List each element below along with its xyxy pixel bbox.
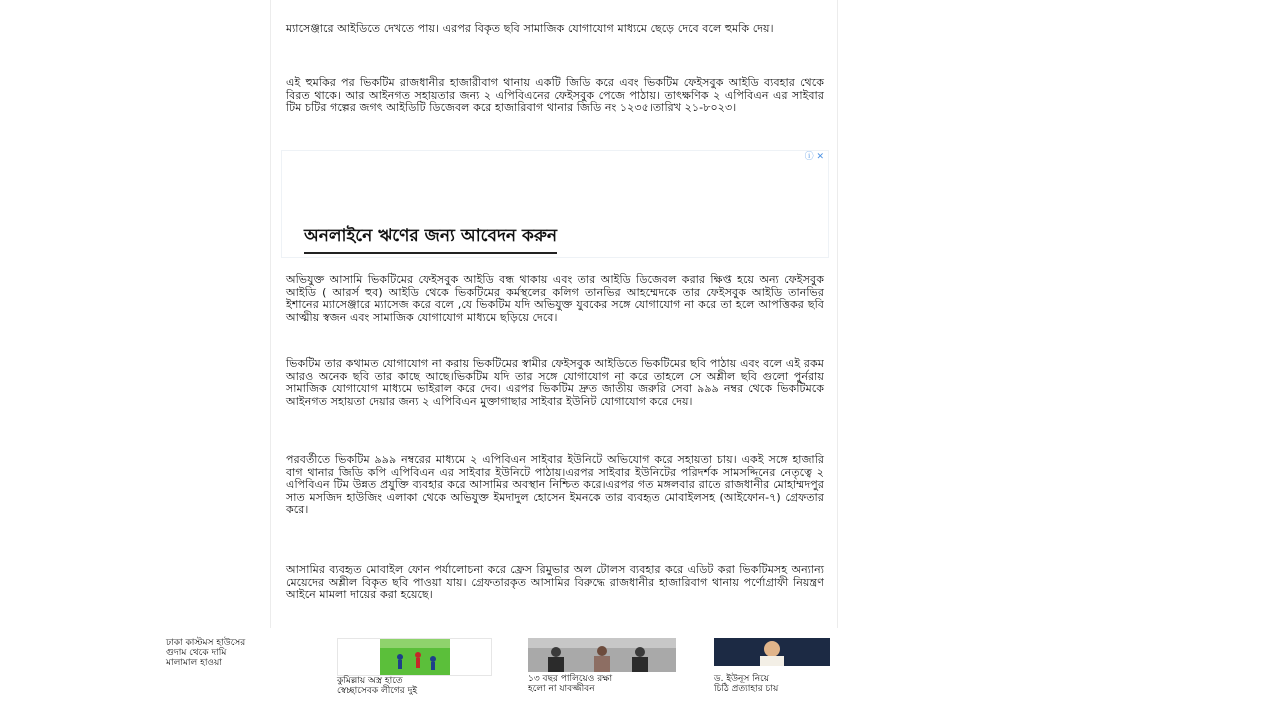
adchoices-icon[interactable]: ⓘ xyxy=(804,152,814,162)
related-news-thumbnail[interactable] xyxy=(714,638,830,666)
football-photo xyxy=(338,639,491,675)
related-news-title[interactable]: ড. ইউনূস নিয়ে চিঠি প্রত্যাহার চায় xyxy=(714,674,779,694)
close-icon[interactable]: ✕ xyxy=(816,152,824,162)
ad-controls[interactable] xyxy=(805,149,824,162)
related-news-thumbnail[interactable] xyxy=(337,638,492,676)
related-news-title[interactable]: ১৩ বছর পালিয়েও রক্ষা হলো না যাবজ্জীবন xyxy=(528,674,613,694)
related-news-title[interactable]: ঢাকা কাস্টমস হাউসের গুদাম থেকে দামি মালামাল হাওয়া xyxy=(166,638,246,668)
police-photo xyxy=(528,638,676,672)
article-paragraph: ভিকটিম তার কথামত যোগাযোগ না করায় ভিকটিমের স্বামীর ফেইসবুক আইডিতে ভিকটিমের ছবি পাঠায় এবং বলে এই রকম আরও অনেক ছবি তার কাছে আছে।ভিকটিম যদি তার সঙ্গে যোগাযোগ না করে তাহলে সে অশ্লীল ছবি গুলো পুর্নরায় সামাজিক যোগাযোগ মাধ্যমে ভাইরাল করে দেব। এরপর ভিকটিম দ্রুত জাতীয় জরুরি সেবা ৯৯৯ নম্বর থেকে ভিকটিমকে আইনগত সহায়তা দেয়ার জন্য ২ এপিবিএন মুক্তাগাছার সাইবার ইউনিট যোগাযোগ করে দেয়। xyxy=(286,357,824,408)
article-paragraph: আসামির ব্যবহৃত মোবাইল ফোন পর্যালোচনা করে ফ্রেস রিমুভার অল টোলস ব্যবহার করে এডিট করা ভিকটিমসহ অন্যান্য মেয়েদের অশ্লীল বিকৃত ছবি পাওয়া যায়। গ্রেফতারকৃত আসামির বিরুদ্ধে রাজধানীর হাজারিবাগ থানায় পর্ণোগ্রাফী নিয়ন্ত্রণ আইনে মামলা দায়ের করা হয়েছে। xyxy=(286,563,824,601)
related-news-title[interactable]: কুমিল্লায় অস্ত্র হাতে স্বেচ্ছাসেবক লীগের দুই xyxy=(337,676,418,696)
related-news-thumbnail[interactable] xyxy=(528,638,676,672)
article-paragraph: এই হুমকির পর ভিকটিম রাজধানীর হাজারীবাগ থানায় একটি জিডি করে এবং ভিকটিম ফেইসবুক আইডি ব্যবহার থেকে বিরত থাকে। আর আইনগত সহায়তার জন্য ২ এপিবিএনের ফেইসবুক পেজে পাঠায়। তাৎক্ষণিক ২ এপিবিএন এর সাইবার টিম চটির গল্পের জগৎ আইডিটি ডিজেবল করে হাজারিবাগ থানার জিডি নং ১২৩৫।তারিখ ২১-৮০২৩। xyxy=(286,76,824,114)
article-paragraph: অভিযুক্ত আসামি ভিকটিমের ফেইসবুক আইডি বন্ধ থাকায় এবং তার আইডি ডিজেবল করার ক্ষিপ্ত হয়ে অন্য ফেইসবুক আইডি ( আরর্স হুব) আইডি থেকে ভিকটিমের কর্মস্থলের কলিগ তানভির আহম্মেদকে তার ফেইসবুক আইডি তানভির ইশানের ম্যাসেঞ্জারে ম্যাসেজ করে বলে ,যে ভিকটিম যদি অভিযুক্ত যুবকের সঙ্গে যোগাযোগ না করে তা হলে আপত্তিকর ছবি আত্মীয় স্বজন এবং সামাজিক যোগাযোগ মাধ্যমে ছড়িয়ে দেবে। xyxy=(286,273,824,324)
ad-headline[interactable]: অনলাইনে ঋণের জন্য আবেদন করুন xyxy=(304,223,557,254)
advertisement-banner[interactable] xyxy=(281,150,829,258)
article-paragraph: পরবর্তীতে ভিকটিম ৯৯৯ নম্বরের মাধ্যমে ২ এপিবিএন সাইবার ইউনিটে অভিযোগ করে সহায়তা চায়। একই সঙ্গে হাজারি বাগ থানার জিডি কপি এপিবিএন এর সাইবার ইউনিটে পাঠায়।এরপর সাইবার ইউনিটের পরিদর্শক সামসদ্দিনের নেতৃত্বে ২ এপিবিএন টিম উন্নত প্রযুক্তি ব্যবহার করে আসামির অবস্থান নিশ্চিত করে।এরপর গত মঙ্গলবার রাতে রাজধানীর মোহাম্মদপুর সাত মসজিদ হাউজিং এলাকা থেকে অভিযুক্ত ইমদাদুল হোসেন ইমনকে তার ব্যবহৃত মোবাইলসহ (আইফোন-৭) গ্রেফতার করে। xyxy=(286,453,824,516)
article-paragraph: ম্যাসেঞ্জারে আইডিতে দেখতে পায়। এরপর বিকৃত ছবি সামাজিক যোগাযোগ মাধ্যমে ছেড়ে দেবে বলে হুমকি দেয়। xyxy=(286,22,774,35)
portrait-photo xyxy=(714,638,830,666)
